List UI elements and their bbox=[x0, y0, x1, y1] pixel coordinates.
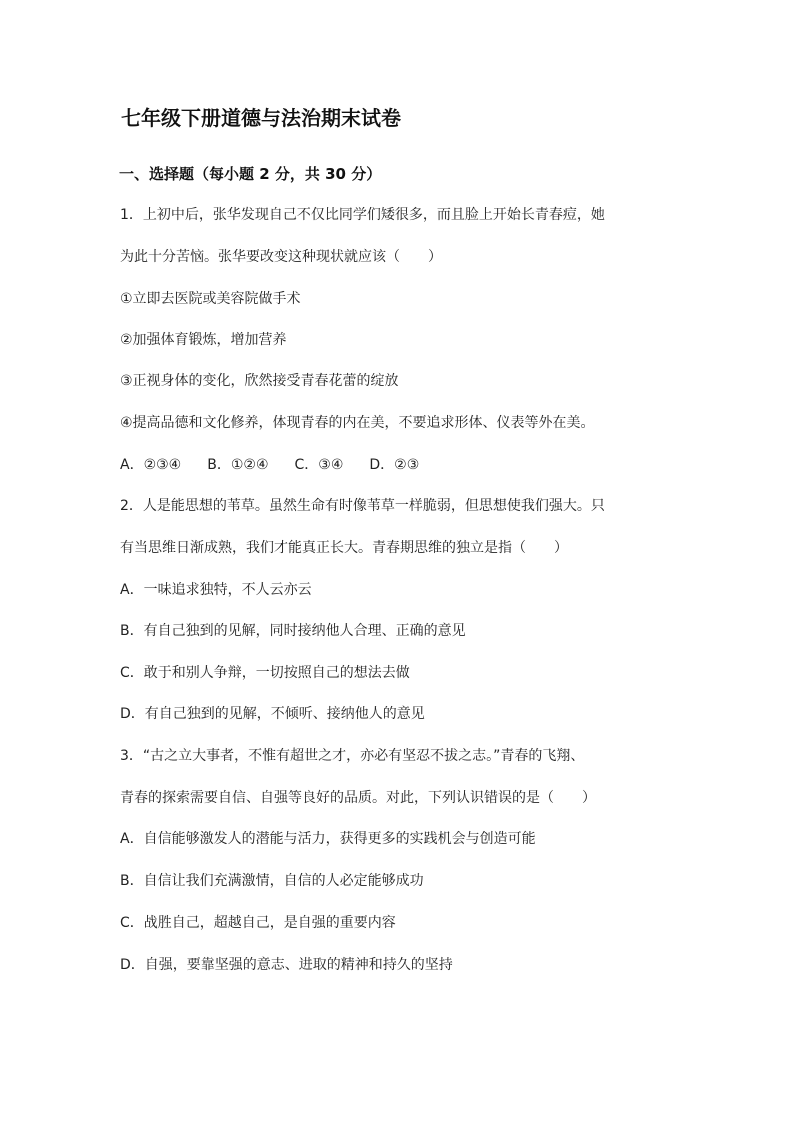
question-1-item-2: ②加强体育锻炼，增加营养 bbox=[120, 332, 287, 348]
page-title: 七年级下册道德与法治期末试卷 bbox=[121, 106, 401, 130]
question-1-text-line-2: 为此十分苦恼。张华要改变这种现状就应该（ ） bbox=[120, 249, 442, 265]
question-2-option-b: B．有自己独到的见解，同时接纳他人合理、正确的意见 bbox=[120, 623, 466, 639]
question-2-text-line-1: 2．人是能思想的苇草。虽然生命有时像苇草一样脆弱，但思想使我们强大。只 bbox=[120, 498, 605, 514]
question-1-option-c: C．③④ bbox=[294, 457, 344, 473]
question-3-text-line-2: 青春的探索需要自信、自强等良好的品质。对此，下列认识错误的是（ ） bbox=[120, 790, 596, 806]
question-1-option-b: B．①②④ bbox=[207, 457, 269, 473]
question-3-option-c: C．战胜自己，超越自己，是自强的重要内容 bbox=[120, 915, 396, 931]
question-1-item-3: ③正视身体的变化，欣然接受青春花蕾的绽放 bbox=[120, 373, 399, 389]
section-heading: 一、选择题（每小题 2 分，共 30 分） bbox=[119, 165, 382, 183]
question-1-text-line-1: 1．上初中后，张华发现自己不仅比同学们矮很多，而且脸上开始长青春痘，她 bbox=[120, 207, 605, 223]
question-2-option-a: A．一味追求独特，不人云亦云 bbox=[120, 582, 312, 598]
question-1-option-a: A．②③④ bbox=[120, 457, 182, 473]
question-3-option-b: B．自信让我们充满激情，自信的人必定能够成功 bbox=[120, 873, 424, 889]
question-3-text-line-1: 3．“古之立大事者，不惟有超世之才，亦必有坚忍不拔之志。”青春的飞翔、 bbox=[120, 748, 585, 764]
question-1-option-d: D．②③ bbox=[369, 457, 420, 473]
question-1-options bbox=[120, 455, 419, 475]
question-2-option-c: C．敢于和别人争辩，一切按照自己的想法去做 bbox=[120, 665, 410, 681]
question-2-text-line-2: 有当思维日渐成熟，我们才能真正长大。青春期思维的独立是指（ ） bbox=[120, 540, 568, 556]
question-3-option-a: A．自信能够激发人的潜能与活力，获得更多的实践机会与创造可能 bbox=[120, 831, 536, 847]
question-1-item-4: ④提高品德和文化修养，体现青春的内在美，不要追求形体、仪表等外在美。 bbox=[120, 415, 595, 431]
question-3-option-d: D．自强，要靠坚强的意志、进取的精神和持久的坚持 bbox=[120, 957, 453, 973]
question-2-option-d: D．有自己独到的见解，不倾听、接纳他人的意见 bbox=[120, 706, 425, 722]
question-1-item-1: ①立即去医院或美容院做手术 bbox=[120, 291, 301, 307]
